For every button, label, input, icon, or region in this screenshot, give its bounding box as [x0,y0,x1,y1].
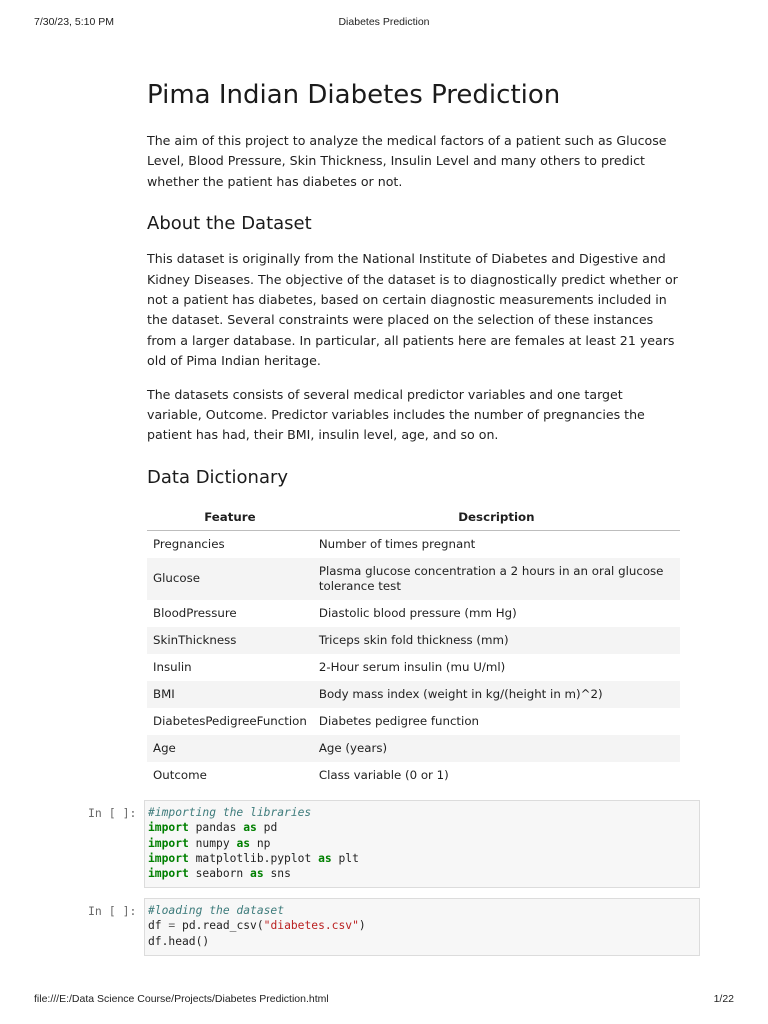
page-number: 1/22 [713,993,734,1005]
head-call: df.head [148,934,196,948]
keyword-as: as [318,851,332,865]
keyword-import: import [148,851,189,865]
table-row [147,600,680,627]
feature-cell: SkinThickness [147,627,313,654]
string-literal: "diabetes.csv" [263,919,359,933]
code-comment: #importing the libraries [148,806,312,819]
keyword-as: as [236,836,251,850]
dictionary-heading: Data Dictionary [147,466,289,488]
feature-cell: Insulin [153,659,192,674]
call-parens: () [195,934,210,948]
table-row [147,681,680,708]
operator-assign: = [168,919,176,933]
description-cell: Class variable (0 or 1) [318,767,449,782]
description-cell: Diabetes pedigree function [318,713,480,728]
feature-cell: DiabetesPedigreeFunction [153,713,307,728]
print-header [34,16,734,30]
feature-cell: BMI [147,681,313,708]
column-header-feature: Feature [147,505,313,531]
data-dictionary-table [147,505,680,789]
keyword-as: as [250,867,264,881]
feature-cell: Glucose [147,558,313,600]
module-alias: np [256,836,271,850]
description-cell: 2-Hour serum insulin (mu U/ml) [318,659,506,674]
table-row [147,530,680,558]
feature-cell: Age [147,735,313,762]
about-paragraph-2: The datasets consists of several medical predictor variables and one target variable, Outcome. Predictor variables includes the number of pregnancies the patient has had, their BMI, insulin level, age, and so on. [147,386,645,443]
code-comment: #loading the dataset [148,904,285,917]
module-name: pandas [195,821,237,835]
table-row [147,735,680,762]
table-row [147,627,680,654]
print-datetime: 7/30/23, 5:10 PM [34,16,114,28]
code-input-imports[interactable] [144,800,700,888]
table-row [147,708,680,735]
keyword-import: import [148,836,189,850]
table-row [147,762,680,789]
module-name: seaborn [195,867,244,881]
cell-prompt: In [ ]: [88,904,137,918]
print-footer [34,993,734,1007]
about-paragraph-1: This dataset is originally from the National Institute of Diabetes and Digestive and Kidney Diseases. The objective of the dataset is to diagnostically predict whether or not a patient has diabetes, based on certain diagnostic measurements included in the dataset. Several constraints were placed on the selection of these instances from a larger database. In particular, all patients here are females at least 21 years old of Pima Indian heritage. [147,251,678,369]
keyword-as: as [243,821,257,835]
description-cell: Plasma glucose concentration a 2 hours in an oral glucose tolerance test [313,558,680,600]
module-alias: sns [270,867,291,881]
page-title: Pima Indian Diabetes Prediction [147,80,561,110]
feature-cell: Pregnancies [153,536,225,551]
read-csv-call: pd.read_csv( [182,919,264,933]
variable-df: df [148,919,162,933]
cell-prompt: In [ ]: [88,806,137,820]
module-name: matplotlib.pyplot [195,851,312,865]
table-header-row [147,505,680,531]
print-url: file:///E:/Data Science Course/Projects/Diabetes Prediction.html [34,993,329,1005]
notebook-content [147,76,680,789]
table-row [147,558,680,600]
module-name: numpy [195,836,230,850]
close-paren: ) [358,919,366,933]
keyword-import: import [148,867,189,881]
module-alias: pd [263,821,278,835]
description-cell: Diastolic blood pressure (mm Hg) [318,605,517,620]
print-title: Diabetes Prediction [338,16,430,28]
description-cell: Age (years) [313,735,680,762]
about-heading: About the Dataset [147,213,312,235]
module-alias: plt [338,851,359,865]
code-input-load-data[interactable] [144,898,700,956]
feature-cell: Outcome [153,767,207,782]
feature-cell: BloodPressure [153,605,237,620]
table-row [147,654,680,681]
description-cell: Triceps skin fold thickness (mm) [313,627,680,654]
intro-paragraph: The aim of this project to analyze the medical factors of a patient such as Glucose Level, Blood Pressure, Skin Thickness, Insulin Level and many others to predict whether the patient has diabetes or not. [147,133,667,189]
description-cell: Body mass index (weight in kg/(height in m)^2) [313,681,680,708]
column-header-description: Description [313,505,680,531]
description-cell: Number of times pregnant [318,536,476,551]
keyword-import: import [148,821,189,835]
